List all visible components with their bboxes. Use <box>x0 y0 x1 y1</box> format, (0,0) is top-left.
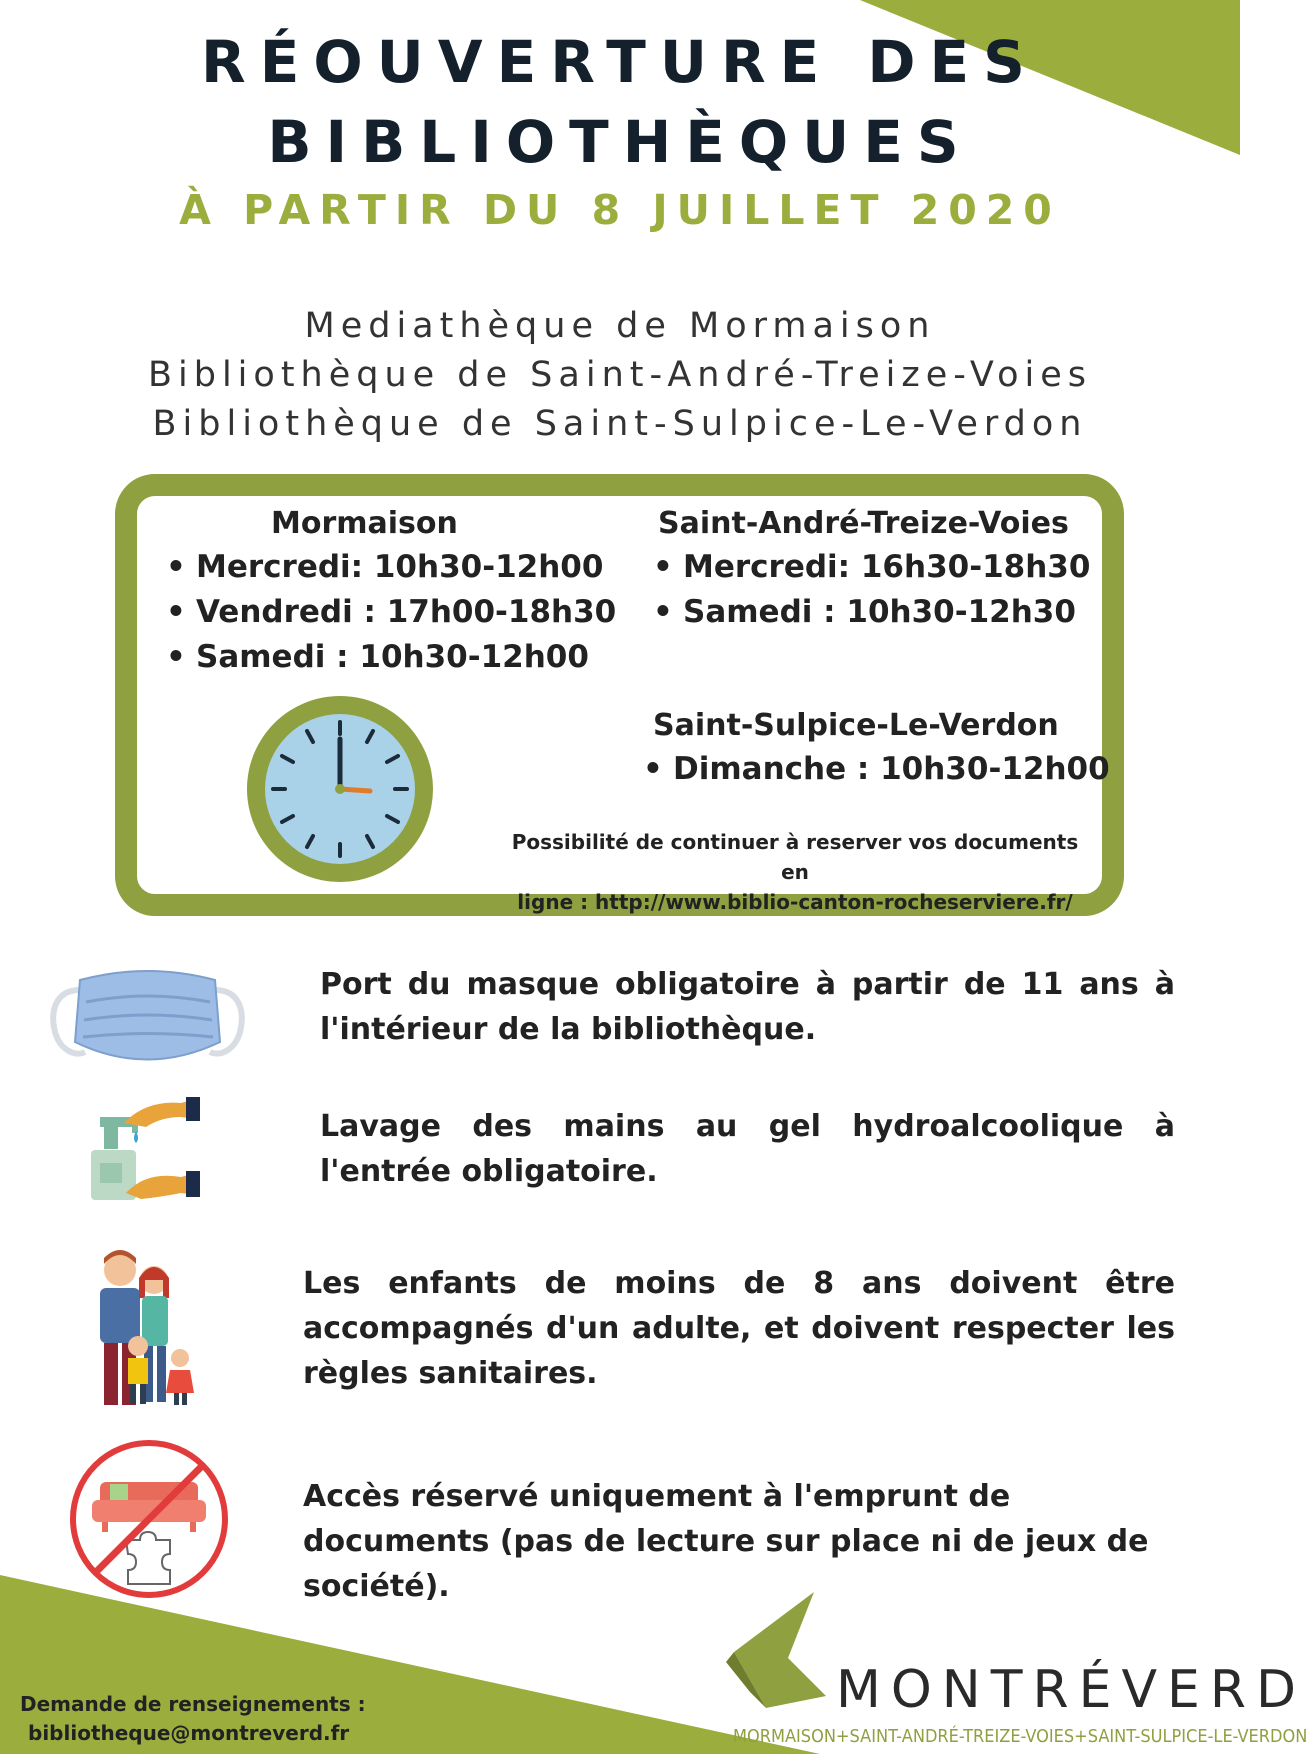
mask-icon <box>50 962 245 1070</box>
page-title-line2: BIBLIOTHÈQUES <box>267 108 973 176</box>
no-sofa-games-icon <box>68 1438 230 1600</box>
hand-sanitizer-icon <box>86 1095 201 1205</box>
town-saint-andre: Saint-André-Treize-Voies <box>658 506 1069 541</box>
library-name: Mediathèque de Mormaison <box>304 306 936 346</box>
library-name: Bibliothèque de Saint-André-Treize-Voies <box>148 355 1092 395</box>
brand-name: MONTRÉVERD <box>836 1660 1307 1720</box>
slot-mormaison-2: • Vendredi : 17h00-18h30 <box>166 594 616 630</box>
town-mormaison: Mormaison <box>271 506 458 541</box>
rule-children: Les enfants de moins de 8 ans doivent être accompagnés d'un adulte, et doivent respecter les règles sanitaires. <box>303 1266 1175 1391</box>
rule-borrow-only: Accès réservé uniquement à l'emprunt de documents (pas de lecture sur place ni de jeux de société). <box>303 1479 1149 1604</box>
slot-saint-andre-2: • Samedi : 10h30-12h30 <box>653 594 1076 630</box>
family-icon <box>82 1248 197 1410</box>
clock-icon <box>245 694 435 884</box>
library-list <box>0 302 1240 449</box>
page-title-line1: RÉOUVERTURE DES <box>201 28 1039 96</box>
contact-email[interactable]: bibliotheque@montreverd.fr <box>28 1721 350 1745</box>
page-subtitle: À PARTIR DU 8 JUILLET 2020 <box>179 186 1061 234</box>
slot-saint-sulpice-1: • Dimanche : 10h30-12h00 <box>643 751 1110 787</box>
rule-mask: Port du masque obligatoire à partir de 11 ans à l'intérieur de la bibliothèque. <box>320 967 1175 1047</box>
rule-handwash: Lavage des mains au gel hydroalcoolique à l'entrée obligatoire. <box>320 1109 1175 1189</box>
slot-mormaison-3: • Samedi : 10h30-12h00 <box>166 639 589 675</box>
library-name: Bibliothèque de Saint-Sulpice-Le-Verdon <box>152 404 1088 444</box>
contact-label: Demande de renseignements : <box>20 1692 366 1716</box>
town-saint-sulpice: Saint-Sulpice-Le-Verdon <box>653 708 1059 743</box>
brand-tagline: MORMAISON+SAINT-ANDRÉ-TREIZE-VOIES+SAINT-SULPICE-LE-VERDON <box>733 1726 1307 1747</box>
montreverd-logo-mark <box>726 1592 826 1708</box>
online-reservation-note: Possibilité de continuer à reserver vos documents en ligne : http://www.biblio-canton-rocheserviere.fr/ <box>511 830 1079 914</box>
contact-info <box>20 1690 366 1748</box>
slot-mormaison-1: • Mercredi: 10h30-12h00 <box>166 549 603 585</box>
slot-saint-andre-1: • Mercredi: 16h30-18h30 <box>653 549 1090 585</box>
